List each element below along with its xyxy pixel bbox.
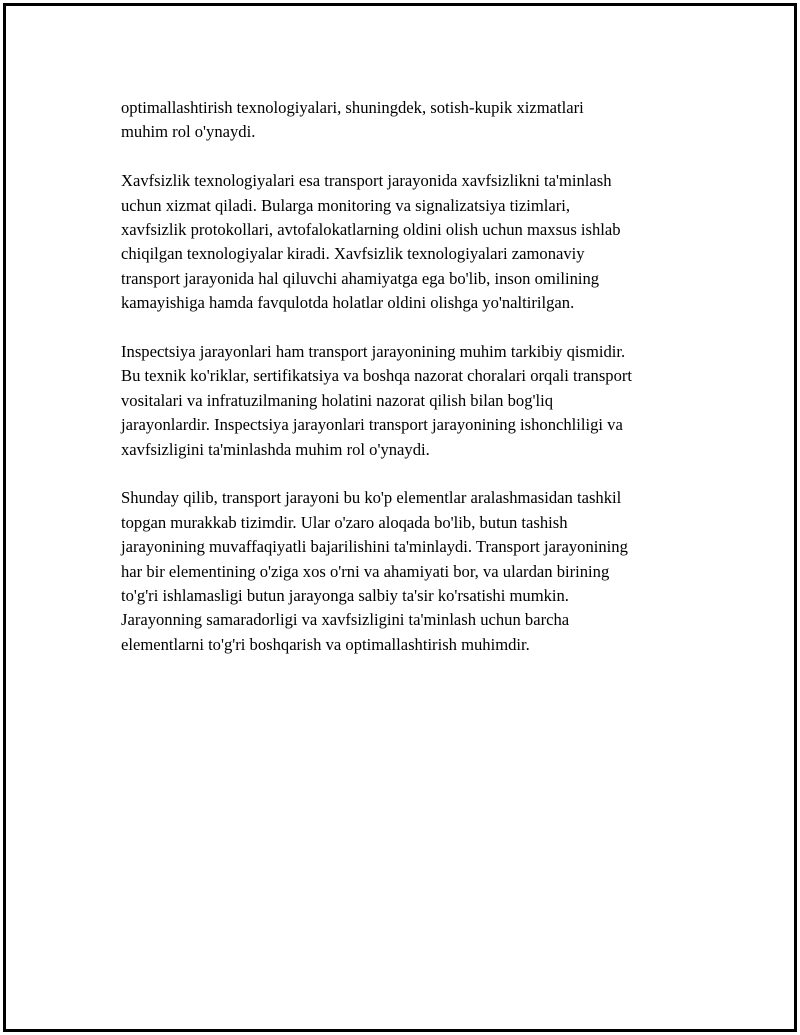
text-line: Bu texnik ko'riklar, sertifikatsiya va boshqa nazorat choralari orqali transport [121, 366, 633, 386]
text-line: Jarayonning samaradorligi va xavfsizligini ta'minlash uchun barcha [121, 610, 570, 630]
text-line: elementlarni to'g'ri boshqarish va optimallashtirish muhimdir. [121, 634, 530, 654]
document-page [3, 3, 797, 1032]
paragraph [121, 340, 701, 462]
text-line: jarayonlardir. Inspectsiya jarayonlari transport jarayonining ishonchliligi va [121, 415, 623, 435]
document-body [121, 96, 701, 682]
paragraph [121, 486, 701, 657]
text-line: har bir elementining o'ziga xos o'rni va ahamiyati bor, va ulardan birining [121, 561, 610, 581]
text-line: chiqilgan texnologiyalar kiradi. Xavfsizlik texnologiyalari zamonaviy [121, 244, 585, 264]
paragraph [121, 96, 701, 145]
text-line: xavfsizligini ta'minlashda muhim rol o'ynaydi. [121, 439, 430, 459]
text-line: Shunday qilib, transport jarayoni bu ko'p elementlar aralashmasidan tashkil [121, 488, 622, 508]
text-line: to'g'ri ishlamasligi butun jarayonga salbiy ta'sir ko'rsatishi mumkin. [121, 586, 569, 606]
text-line: topgan murakkab tizimdir. Ular o'zaro aloqada bo'lib, butun tashish [121, 512, 568, 532]
text-line: transport jarayonida hal qiluvchi ahamiyatga ega bo'lib, inson omilining [121, 268, 600, 288]
text-line: optimallashtirish texnologiyalari, shuningdek, sotish-kupik xizmatlari [121, 98, 584, 117]
text-line: Xavfsizlik texnologiyalari esa transport jarayonida xavfsizlikni ta'minlash [121, 171, 612, 191]
paragraph [121, 169, 701, 315]
text-line: xavfsizlik protokollari, avtofalokatlarning oldini olish uchun maxsus ishlab [121, 220, 621, 240]
text-line: kamayishiga hamda favqulotda holatlar oldini olishga yo'naltirilgan. [121, 293, 575, 313]
text-line: muhim rol o'ynaydi. [121, 122, 256, 142]
text-line: uchun xizmat qiladi. Bularga monitoring va signalizatsiya tizimlari, [121, 195, 571, 215]
text-line: Inspectsiya jarayonlari ham transport jarayonining muhim tarkibiy qismidir. [121, 342, 626, 362]
text-line: jarayonining muvaffaqiyatli bajarilishini ta'minlaydi. Transport jarayonining [121, 537, 628, 557]
text-line: vositalari va infratuzilmaning holatini nazorat qilish bilan bog'liq [121, 390, 554, 410]
